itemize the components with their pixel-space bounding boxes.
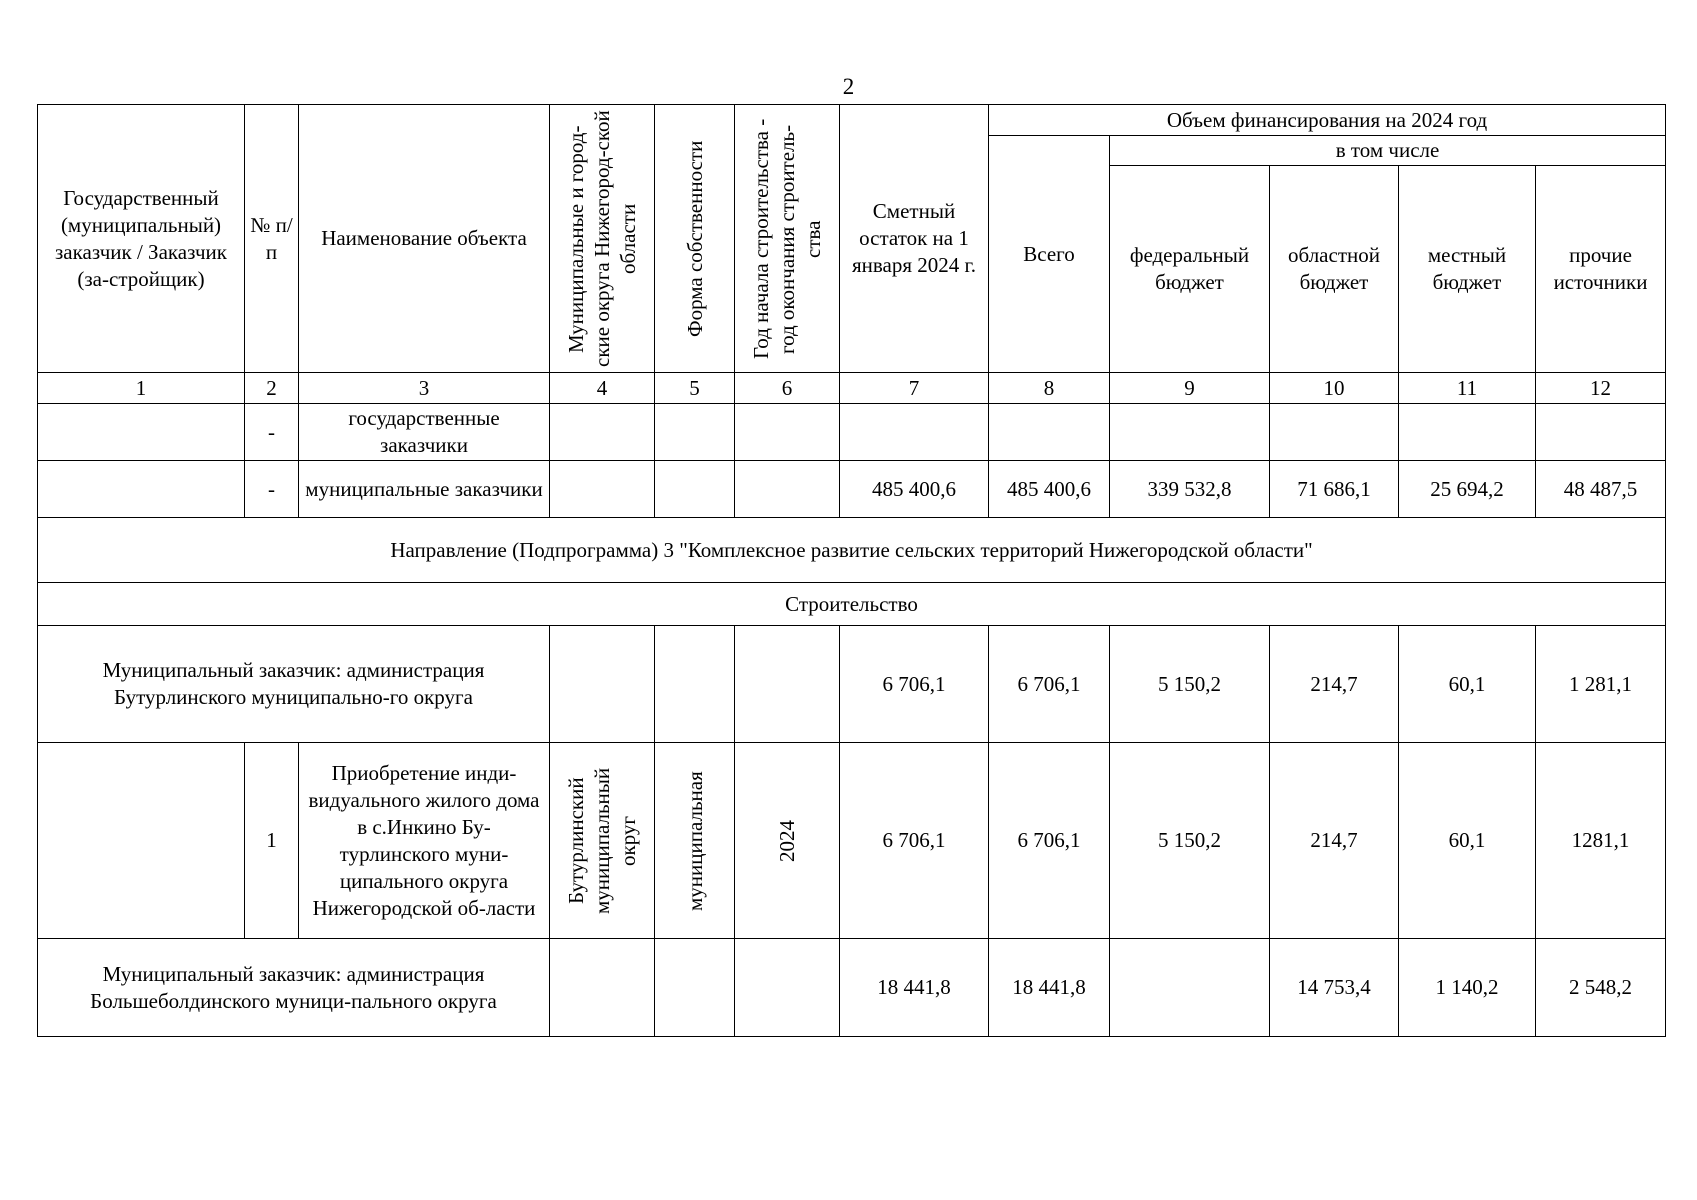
total-value: 485 400,6 <box>989 461 1110 518</box>
header-funding-title: Объем финансирования на 2024 год <box>989 105 1666 136</box>
header-ownership: Форма собственности <box>655 105 735 373</box>
row-number: - <box>245 404 299 461</box>
federal-value: 5 150,2 <box>1110 743 1270 939</box>
regional-value: 14 753,4 <box>1270 939 1399 1037</box>
federal-value <box>1110 939 1270 1037</box>
other-value: 48 487,5 <box>1536 461 1666 518</box>
header-other-sources: прочие источники <box>1536 166 1666 373</box>
regional-value: 71 686,1 <box>1270 461 1399 518</box>
header-including: в том числе <box>1110 136 1666 166</box>
column-number: 7 <box>840 373 989 404</box>
header-regional-budget: областной бюджет <box>1270 166 1399 373</box>
section-row <box>38 583 1666 626</box>
total-value: 6 706,1 <box>989 743 1110 939</box>
row-number: - <box>245 461 299 518</box>
other-value: 1281,1 <box>1536 743 1666 939</box>
column-number: 6 <box>735 373 840 404</box>
column-number: 8 <box>989 373 1110 404</box>
object-district: Бутурлинский муниципальный округ <box>550 743 655 939</box>
header-total: Всего <box>989 136 1110 373</box>
header-federal-budget: федеральный бюджет <box>1110 166 1270 373</box>
column-number: 1 <box>38 373 245 404</box>
local-value: 60,1 <box>1399 626 1536 743</box>
header-estimate-balance: Сметный остаток на 1 января 2024 г. <box>840 105 989 373</box>
estimate-balance-value: 485 400,6 <box>840 461 989 518</box>
column-number: 3 <box>299 373 550 404</box>
total-value: 18 441,8 <box>989 939 1110 1037</box>
local-value: 25 694,2 <box>1399 461 1536 518</box>
other-value: 1 281,1 <box>1536 626 1666 743</box>
object-name: Приобретение инди-видуального жилого дома в с.Инкино Бу-турлинского муни-ципального округа Нижегородской об-ласти <box>299 743 550 939</box>
estimate-balance-value: 6 706,1 <box>840 743 989 939</box>
local-value: 60,1 <box>1399 743 1536 939</box>
header-number: № п/п <box>245 105 299 373</box>
customer-name: Муниципальный заказчик: администрация Большеболдинского муници-пального округа <box>38 939 550 1037</box>
object-ownership: муниципальная <box>655 743 735 939</box>
subprogram-row <box>38 518 1666 583</box>
funding-table <box>37 104 1666 1037</box>
page-number: 2 <box>842 74 855 99</box>
customer-name: Муниципальный заказчик: администрация Бутурлинского муниципально-го округа <box>38 626 550 743</box>
customer-row <box>38 939 1666 1037</box>
estimate-balance-value: 6 706,1 <box>840 626 989 743</box>
section-title: Строительство <box>38 583 1666 626</box>
header-districts: Муниципальные и город-ские округа Нижегород-ской области <box>550 105 655 373</box>
other-value: 2 548,2 <box>1536 939 1666 1037</box>
row-name: государственные заказчики <box>299 404 550 461</box>
column-number: 2 <box>245 373 299 404</box>
row-name: муниципальные заказчики <box>299 461 550 518</box>
local-value: 1 140,2 <box>1399 939 1536 1037</box>
row-number: 1 <box>245 743 299 939</box>
total-value: 6 706,1 <box>989 626 1110 743</box>
column-number: 10 <box>1270 373 1399 404</box>
regional-value: 214,7 <box>1270 626 1399 743</box>
header-local-budget: местный бюджет <box>1399 166 1536 373</box>
estimate-balance-value: 18 441,8 <box>840 939 989 1037</box>
column-number: 5 <box>655 373 735 404</box>
column-number: 9 <box>1110 373 1270 404</box>
object-years: 2024 <box>735 743 840 939</box>
federal-value: 339 532,8 <box>1110 461 1270 518</box>
column-number: 11 <box>1399 373 1536 404</box>
regional-value: 214,7 <box>1270 743 1399 939</box>
customer-row <box>38 626 1666 743</box>
header-object-name: Наименование объекта <box>299 105 550 373</box>
object-row <box>38 743 1666 939</box>
federal-value: 5 150,2 <box>1110 626 1270 743</box>
subprogram-title: Направление (Подпрограмма) 3 "Комплексное развитие сельских территорий Нижегородской области" <box>38 518 1666 583</box>
column-number: 12 <box>1536 373 1666 404</box>
column-numbers-row <box>38 373 1666 404</box>
header-customer: Государственный (муниципальный) заказчик / Заказчик (за-стройщик) <box>38 105 245 373</box>
table-row <box>38 461 1666 518</box>
column-number: 4 <box>550 373 655 404</box>
table-row <box>38 404 1666 461</box>
header-years: Год начала строительства - год окончания строитель-ства <box>735 105 840 373</box>
